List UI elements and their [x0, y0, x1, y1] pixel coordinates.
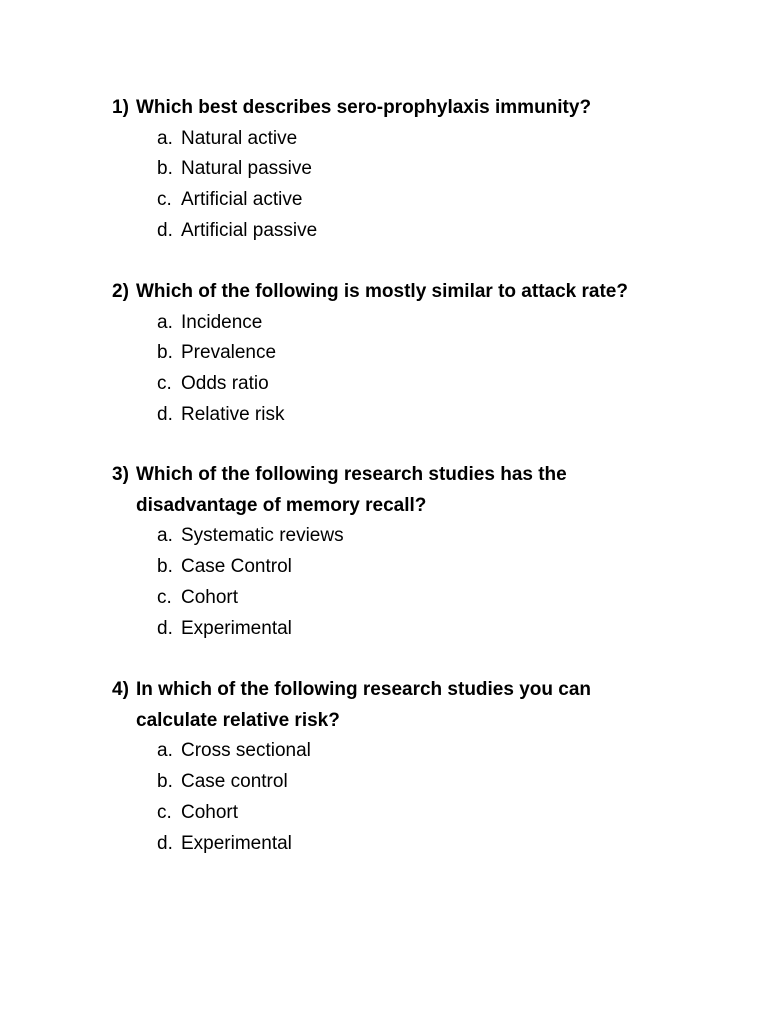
option-text: Odds ratio [181, 373, 269, 395]
question-2-option-c [112, 369, 672, 400]
question-3-option-b [112, 552, 672, 583]
option-text: Experimental [181, 832, 292, 854]
question-4-option-a [112, 736, 672, 767]
question-2-option-d [112, 400, 672, 431]
option-letter: b. [157, 771, 173, 793]
question-3-option-c [112, 583, 672, 614]
option-letter: c. [157, 189, 172, 211]
option-text: Experimental [181, 617, 292, 639]
option-letter: c. [157, 373, 172, 395]
option-text: Relative risk [181, 403, 285, 425]
question-1-stem [112, 93, 672, 124]
question-1-option-d [112, 216, 672, 247]
question-4-stem [112, 675, 672, 736]
question-2-stem [112, 277, 672, 308]
option-text: Incidence [181, 311, 263, 333]
question-3-stem [112, 460, 672, 521]
question-1-options [112, 124, 672, 247]
option-text: Case Control [181, 556, 292, 578]
question-3-options [112, 521, 672, 644]
option-letter: d. [157, 219, 173, 241]
option-text: Prevalence [181, 342, 277, 364]
question-2-option-a [112, 308, 672, 339]
option-letter: a. [157, 311, 173, 333]
option-letter: d. [157, 832, 173, 854]
option-letter: a. [157, 127, 173, 149]
question-2-number: 2) [112, 281, 129, 302]
question-1-number: 1) [112, 97, 129, 118]
option-letter: c. [157, 586, 172, 608]
option-letter: d. [157, 403, 173, 425]
question-1 [112, 93, 672, 247]
option-text: Cross sectional [181, 740, 311, 762]
question-3-option-d [112, 614, 672, 645]
question-2-text: Which of the following is mostly similar to attack rate? [136, 281, 628, 302]
question-2-option-b [112, 338, 672, 369]
question-1-option-a [112, 124, 672, 155]
question-4-number: 4) [112, 679, 129, 700]
question-2-options [112, 308, 672, 431]
option-letter: b. [157, 556, 173, 578]
option-text: Cohort [181, 586, 239, 608]
question-4-option-d [112, 829, 672, 860]
option-letter: b. [157, 158, 173, 180]
question-2 [112, 277, 672, 431]
option-text: Artificial active [181, 189, 303, 211]
question-1-option-c [112, 185, 672, 216]
question-3-text: Which of the following research studies has the disadvantage of memory recall? [136, 464, 567, 516]
option-letter: c. [157, 801, 172, 823]
option-text: Systematic reviews [181, 525, 344, 547]
question-1-option-b [112, 154, 672, 185]
option-letter: a. [157, 740, 173, 762]
question-1-text: Which best describes sero-prophylaxis immunity? [136, 97, 592, 118]
question-3-option-a [112, 521, 672, 552]
option-letter: a. [157, 525, 173, 547]
question-3-number: 3) [112, 464, 129, 485]
option-text: Natural passive [181, 158, 312, 180]
option-letter: d. [157, 617, 173, 639]
question-4-option-b [112, 767, 672, 798]
option-text: Artificial passive [181, 219, 318, 241]
option-letter: b. [157, 342, 173, 364]
option-text: Cohort [181, 801, 239, 823]
question-4 [112, 675, 672, 859]
option-text: Case control [181, 771, 288, 793]
option-text: Natural active [181, 127, 298, 149]
question-3 [112, 460, 672, 644]
question-4-options [112, 736, 672, 859]
question-4-text: In which of the following research studies you can calculate relative risk? [136, 679, 592, 731]
question-4-option-c [112, 798, 672, 829]
